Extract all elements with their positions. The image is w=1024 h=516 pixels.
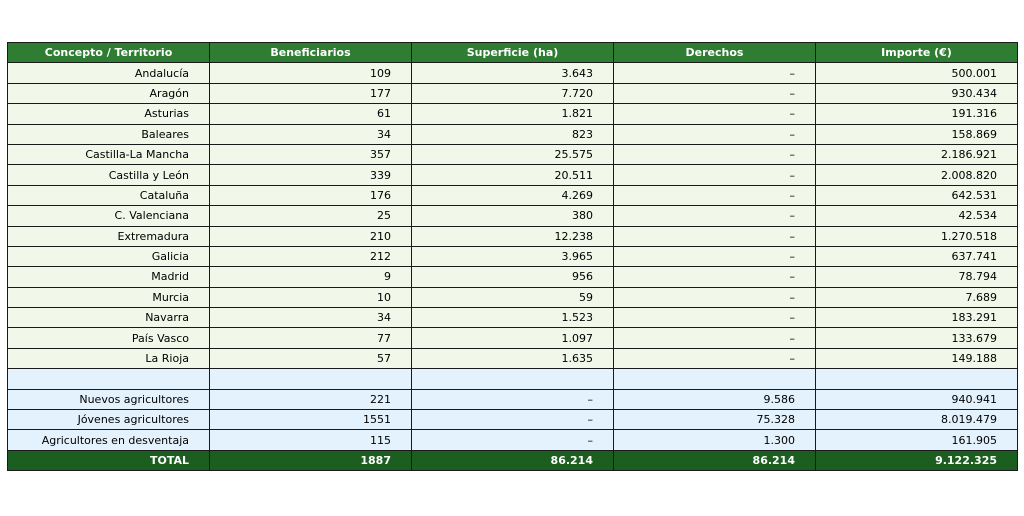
cell-derechos: – [614,83,816,103]
cell-derechos: – [614,246,816,266]
cell-superficie: 1.635 [412,348,614,368]
cell-territorio: País Vasco [8,328,210,348]
cell-importe: 930.434 [816,83,1018,103]
spacer-cell [8,369,210,389]
cell-superficie: 1.821 [412,104,614,124]
table-row [8,267,1018,287]
table-row [8,348,1018,368]
cell-territorio: Cataluña [8,185,210,205]
cell-importe: 7.689 [816,287,1018,307]
total-superficie: 86.214 [412,450,614,470]
cell-superficie: 1.097 [412,328,614,348]
spacer-cell [412,369,614,389]
spacer-cell [210,369,412,389]
table-row [8,104,1018,124]
cell-derechos: – [614,63,816,83]
cell-importe: 940.941 [816,389,1018,409]
cell-derechos: – [614,348,816,368]
cell-territorio: C. Valenciana [8,206,210,226]
data-table-container [7,42,1018,471]
cell-beneficiarios: 109 [210,63,412,83]
cell-derechos: – [614,185,816,205]
header-concepto[interactable]: Concepto / Territorio [8,43,210,63]
table-spacer-row [8,369,1018,389]
cell-superficie: 1.523 [412,308,614,328]
cell-superficie: 823 [412,124,614,144]
cell-importe: 149.188 [816,348,1018,368]
beneficiaries-table [7,42,1018,471]
spacer-cell [614,369,816,389]
table-row [8,206,1018,226]
cell-importe: 642.531 [816,185,1018,205]
cell-superficie: 59 [412,287,614,307]
cell-derechos: 9.586 [614,389,816,409]
table-row [8,185,1018,205]
table-row [8,226,1018,246]
cell-territorio: Castilla-La Mancha [8,144,210,164]
total-importe: 9.122.325 [816,450,1018,470]
cell-beneficiarios: 212 [210,246,412,266]
cell-territorio: Aragón [8,83,210,103]
cell-importe: 42.534 [816,206,1018,226]
cell-territorio: Galicia [8,246,210,266]
cell-importe: 161.905 [816,430,1018,450]
cell-derechos: – [614,267,816,287]
cell-beneficiarios: 34 [210,308,412,328]
cell-territorio: Castilla y León [8,165,210,185]
table-row [8,287,1018,307]
cell-concepto: Nuevos agricultores [8,389,210,409]
cell-beneficiarios: 9 [210,267,412,287]
cell-beneficiarios: 221 [210,389,412,409]
cell-derechos: 75.328 [614,410,816,430]
cell-beneficiarios: 1551 [210,410,412,430]
table-row [8,328,1018,348]
cell-superficie: 4.269 [412,185,614,205]
cell-importe: 183.291 [816,308,1018,328]
total-beneficiarios: 1887 [210,450,412,470]
table-total-row [8,450,1018,470]
cell-beneficiarios: 210 [210,226,412,246]
cell-derechos: – [614,104,816,124]
cell-territorio: Baleares [8,124,210,144]
cell-importe: 2.008.820 [816,165,1018,185]
table-row [8,389,1018,409]
cell-importe: 78.794 [816,267,1018,287]
cell-territorio: Extremadura [8,226,210,246]
header-superficie[interactable]: Superficie (ha) [412,43,614,63]
cell-superficie: 956 [412,267,614,287]
cell-importe: 133.679 [816,328,1018,348]
table-row [8,83,1018,103]
cell-beneficiarios: 176 [210,185,412,205]
cell-superficie: 7.720 [412,83,614,103]
cell-beneficiarios: 77 [210,328,412,348]
cell-importe: 1.270.518 [816,226,1018,246]
cell-concepto: Jóvenes agricultores [8,410,210,430]
cell-beneficiarios: 10 [210,287,412,307]
header-derechos[interactable]: Derechos [614,43,816,63]
cell-beneficiarios: 61 [210,104,412,124]
cell-territorio: Madrid [8,267,210,287]
cell-derechos: – [614,206,816,226]
cell-territorio: Navarra [8,308,210,328]
cell-superficie: – [412,410,614,430]
header-beneficiarios[interactable]: Beneficiarios [210,43,412,63]
cell-superficie: – [412,430,614,450]
table-row [8,308,1018,328]
cell-beneficiarios: 115 [210,430,412,450]
cell-superficie: 20.511 [412,165,614,185]
cell-importe: 2.186.921 [816,144,1018,164]
cell-superficie: – [412,389,614,409]
cell-superficie: 25.575 [412,144,614,164]
table-header-row [8,43,1018,63]
cell-derechos: – [614,144,816,164]
cell-importe: 500.001 [816,63,1018,83]
cell-superficie: 12.238 [412,226,614,246]
cell-importe: 8.019.479 [816,410,1018,430]
cell-beneficiarios: 177 [210,83,412,103]
total-label: TOTAL [8,450,210,470]
cell-superficie: 3.643 [412,63,614,83]
cell-importe: 158.869 [816,124,1018,144]
cell-superficie: 380 [412,206,614,226]
cell-territorio: Murcia [8,287,210,307]
cell-beneficiarios: 339 [210,165,412,185]
table-row [8,144,1018,164]
table-row [8,124,1018,144]
header-importe[interactable]: Importe (€) [816,43,1018,63]
cell-derechos: – [614,165,816,185]
cell-beneficiarios: 25 [210,206,412,226]
spacer-cell [816,369,1018,389]
cell-beneficiarios: 357 [210,144,412,164]
cell-territorio: Asturias [8,104,210,124]
total-derechos: 86.214 [614,450,816,470]
cell-derechos: – [614,226,816,246]
cell-derechos: – [614,287,816,307]
cell-concepto: Agricultores en desventaja [8,430,210,450]
table-row [8,410,1018,430]
cell-derechos: 1.300 [614,430,816,450]
cell-superficie: 3.965 [412,246,614,266]
cell-importe: 191.316 [816,104,1018,124]
cell-importe: 637.741 [816,246,1018,266]
table-row [8,165,1018,185]
cell-derechos: – [614,124,816,144]
cell-derechos: – [614,308,816,328]
cell-territorio: La Rioja [8,348,210,368]
table-row [8,430,1018,450]
table-row [8,63,1018,83]
cell-beneficiarios: 34 [210,124,412,144]
cell-beneficiarios: 57 [210,348,412,368]
table-row [8,246,1018,266]
cell-derechos: – [614,328,816,348]
cell-territorio: Andalucía [8,63,210,83]
